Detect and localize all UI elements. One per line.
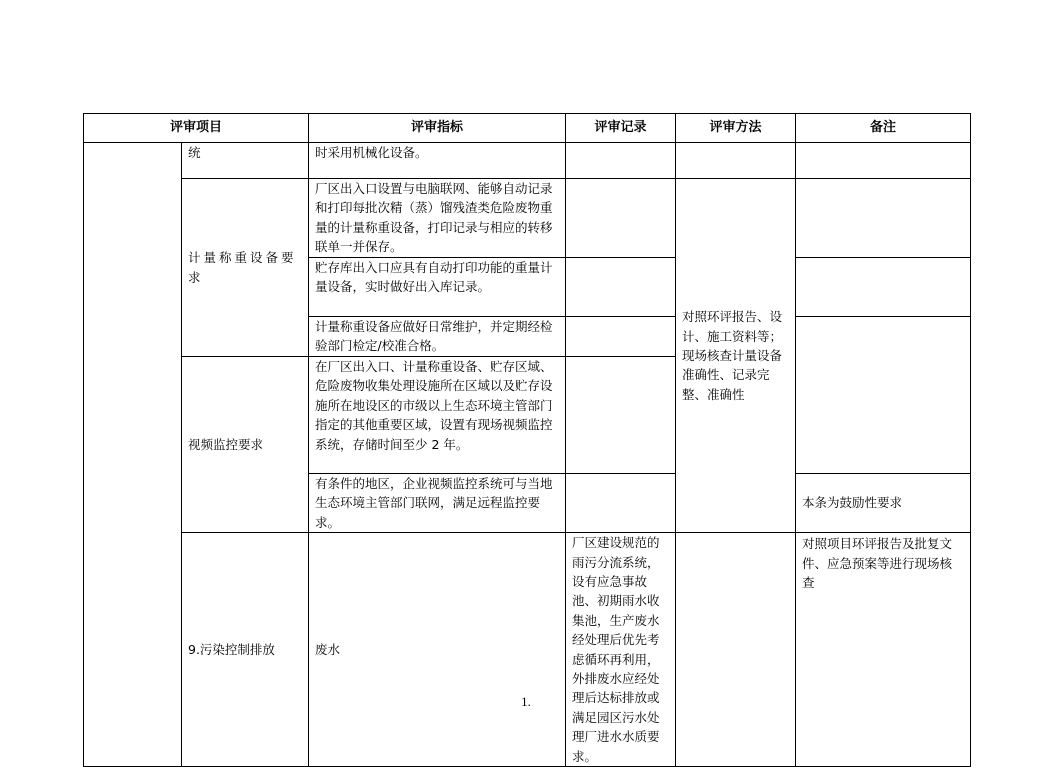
review-table [83,113,971,767]
header-review-method: 评审方法 [676,114,796,143]
header-review-record: 评审记录 [566,114,676,143]
remark-cell: 本条为鼓励性要求 [796,474,971,533]
method-cell: 对照项目环评报告及批复文件、应急预案等进行现场核查 [796,533,971,767]
indicator-cell: 计量称重设备应做好日常维护，并定期经检验部门检定/校准合格。 [309,317,566,357]
remark-cell [796,143,971,179]
method-cell [676,143,796,179]
record-cell [566,258,676,317]
table-row [84,533,971,767]
indicator-cell: 时采用机械化设备。 [309,143,566,179]
record-cell [566,317,676,357]
record-cell [566,357,676,474]
indicator-cell: 厂区建设规范的雨污分流系统，设有应急事故池、初期雨水收集池，生产废水经处理后优先考虑循环再利用，外排废水应经处理后达标排放或满足园区污水处理厂进水水质要求。 [566,533,676,767]
method-cell-shared: 对照环评报告、设计、施工资料等；现场核查计量设备准确性、记录完整、准确性 [676,179,796,533]
indicator-cell: 在厂区出入口、计量称重设备、贮存区域、危险废物收集处理设施所在区域以及贮存设施所在地设区的市级以上生态环境主管部门指定的其他重要区域，设置有现场视频监控系统，存储时间至少 2 年。 [309,357,566,474]
category-pollution: 9.污染控制排放 [182,533,309,767]
header-remarks: 备注 [796,114,971,143]
remark-cell [796,258,971,317]
record-cell [566,179,676,258]
indicator-cell: 有条件的地区，企业视频监控系统可与当地生态环境主管部门联网，满足远程监控要求。 [309,474,566,533]
indicator-cell: 贮存库出入口应具有自动打印功能的重量计量设备，实时做好出入库记录。 [309,258,566,317]
header-review-indicator: 评审指标 [309,114,566,143]
sub-item-cell: 统 [182,143,309,179]
table-row [84,179,971,258]
sub-item-weighing: 计量称重设备要求 [182,179,309,357]
indicator-cell: 厂区出入口设置与电脑联网、能够自动记录和打印每批次精（蒸）馏残渣类危险废物重量的计量称重设备，打印记录与相应的转移联单一并保存。 [309,179,566,258]
sub-item-wastewater: 废水 [309,533,566,767]
remark-cell [796,179,971,258]
header-review-item: 评审项目 [84,114,309,143]
record-cell [566,143,676,179]
table-row [84,143,971,179]
record-cell [566,474,676,533]
sub-item-video: 视频监控要求 [182,357,309,533]
table-header-row [84,114,971,143]
record-cell [676,533,796,767]
page-number: 1. [521,694,531,709]
category-cell-continued [84,143,182,767]
remark-cell [796,317,971,474]
